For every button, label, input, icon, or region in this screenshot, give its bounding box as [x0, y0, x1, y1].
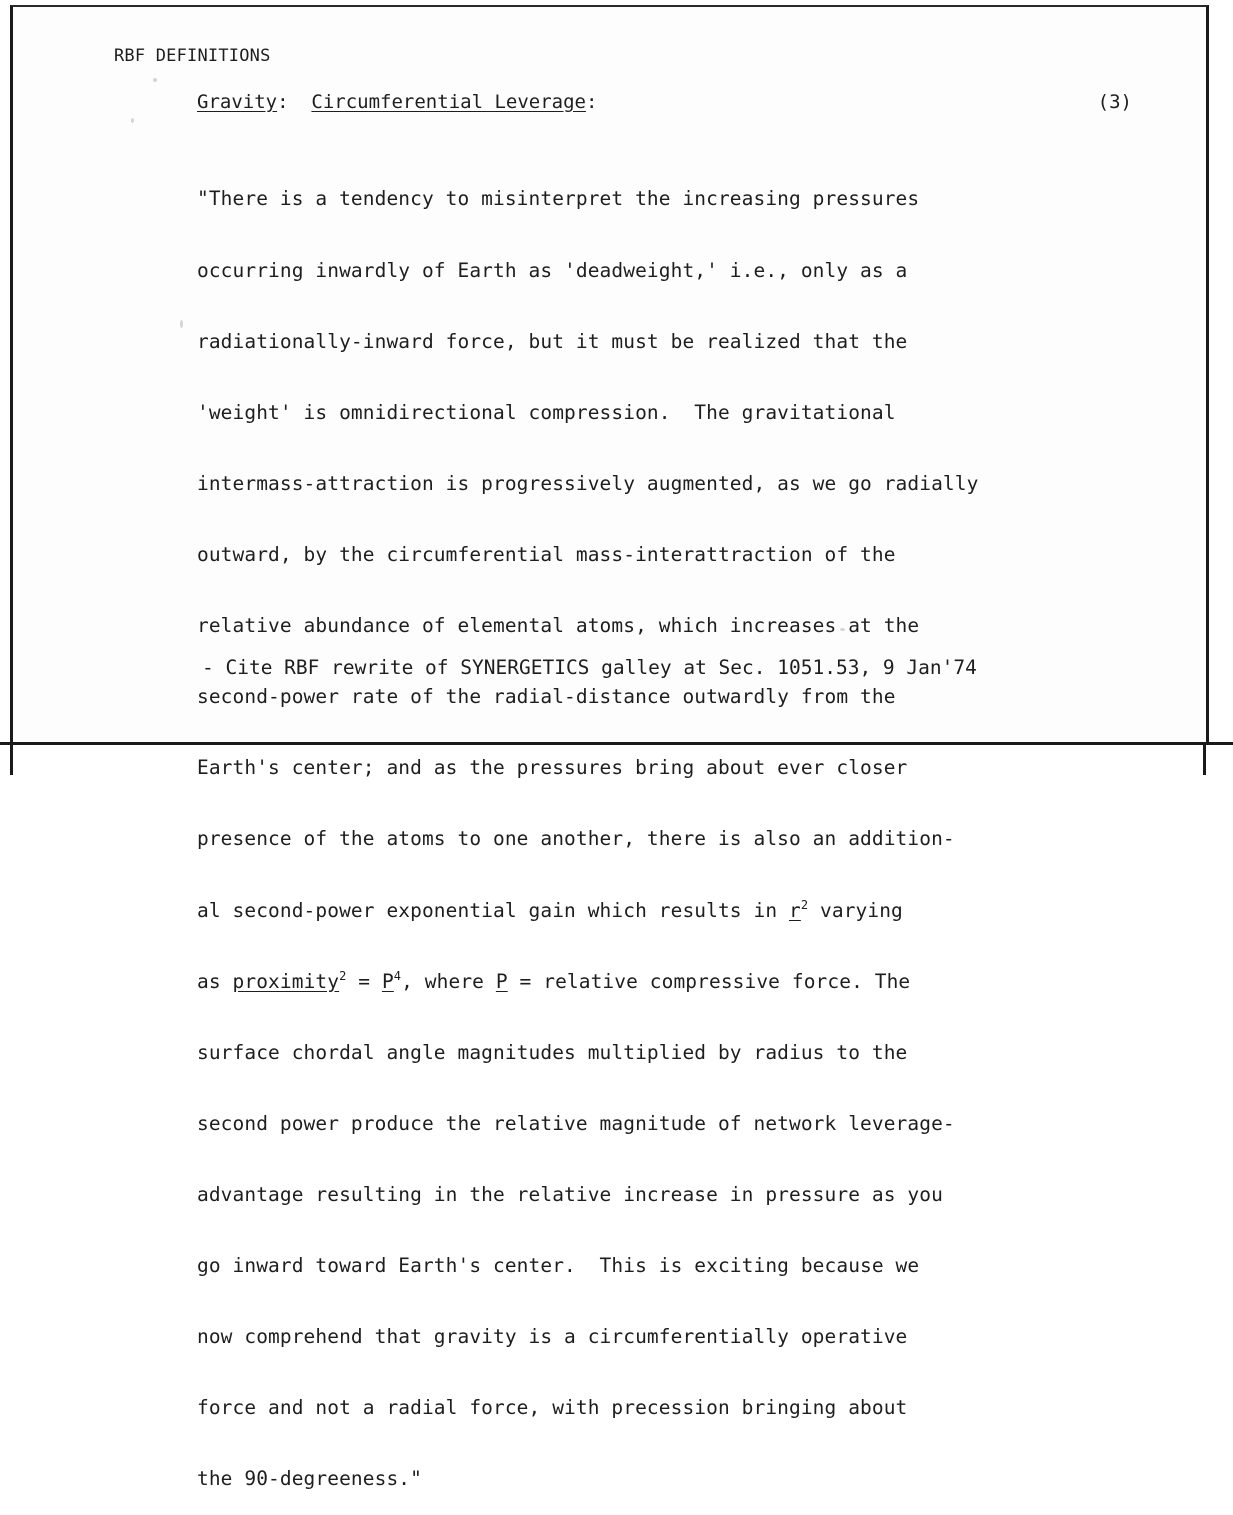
quote-body — [197, 140, 1137, 1515]
quote-line-r-squared: al second-power exponential gain which results in $r^2$ varying — [197, 897, 903, 922]
quote-line: go inward toward Earth's center. This is exciting because we — [197, 1254, 920, 1278]
quote-line: occurring inwardly of Earth as 'deadweight,' i.e., only as a — [197, 258, 908, 282]
quote-line: force and not a radial force, with precession bringing about — [197, 1396, 908, 1420]
quote-line: surface chordal angle magnitudes multiplied by radius to the — [197, 1040, 908, 1064]
definition-title — [197, 91, 1132, 113]
quote-line: the 90-degreeness." — [197, 1467, 422, 1491]
quote-line: advantage resulting in the relative increase in pressure as you — [197, 1182, 943, 1206]
quote-line: relative abundance of elemental atoms, which increases at the — [197, 614, 920, 638]
quote-line: 'weight' is omnidirectional compression. The gravitational — [197, 400, 896, 424]
quote-line: second-power rate of the radial-distance outwardly from the — [197, 685, 896, 709]
lower-right-border — [1203, 745, 1206, 775]
quote-line: "There is a tendency to misinterpret the increasing pressures — [197, 187, 920, 211]
quote-line: intermass-attraction is progressively augmented, as we go radially — [197, 471, 979, 495]
quote-line: outward, by the circumferential mass-interattraction of the — [197, 542, 896, 566]
quote-line: radiationally-inward force, but it must be realized that the — [197, 329, 908, 353]
quote-line-proximity: as proximity$^2$ = $P^4$, where P = relative compressive force. The — [197, 968, 911, 993]
citation: - Cite RBF rewrite of SYNERGETICS galley at Sec. 1051.53, 9 Jan'74 — [202, 656, 977, 679]
quote-line: now comprehend that gravity is a circumferentially operative — [197, 1325, 908, 1349]
title-colon: : — [277, 91, 289, 113]
title-subterm-colon: : — [585, 91, 598, 113]
quote-line: presence of the atoms to one another, there is also an addition- — [197, 827, 955, 851]
quote-line: second power produce the relative magnitude of network leverage- — [197, 1111, 955, 1135]
document-header: RBF DEFINITIONS — [114, 46, 271, 66]
lower-left-border — [10, 745, 13, 775]
quote-line: Earth's center; and as the pressures bring about ever closer — [197, 756, 908, 780]
title-subterm: Circumferential Leverage — [311, 91, 586, 113]
definition-number: (3) — [1097, 91, 1132, 113]
title-term: Gravity — [197, 91, 278, 113]
